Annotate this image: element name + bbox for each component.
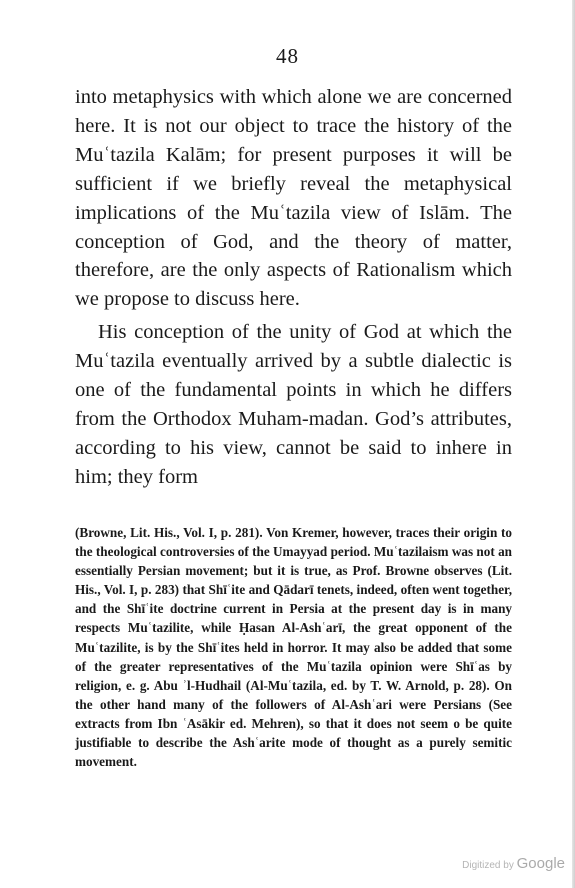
digitized-by-watermark xyxy=(462,855,565,872)
paragraph-1: into metaphysics with which alone we are concerned here. It is not our object to trace the history of the Muʿtazila Kalām; for present purposes it will be sufficient if we briefly reveal the metaphysical implications of the Muʿtazila view of Islām. The conception of God, and the theory of matter, therefore, are the only aspects of Rationalism which we propose to discuss here. xyxy=(75,86,512,311)
footnote: (Browne, Lit. His., Vol. I, p. 281). Von Kremer, however, traces their origin to the theological controversies of the Umayyad period. Muʿtazilaism was not an essentially Persian movement; but it is true, as Prof. Browne observes (Lit. His., Vol. I, p. 283) that Shīʿite and Qādarī tenets, indeed, often went together, and the Shīʿite doctrine current in Persia at the present day is in many respects Muʿtazilite, while Ḥasan Al-Ashʿarī, the great opponent of the Muʿtazilite, is by the Shīʿites held in horror. It may also be added that some of the greater representatives of the Muʿtazila opinion were Shīʿas by religion, e. g. Abu ʾl-Hudhail (Al-Muʿtazila, ed. by T. W. Arnold, p. 28). On the other hand many of the followers of Al-Ashʿari were Persians (See extracts from Ibn ʿAsākir ed. Mehren), so that it does not seem o be quite justifiable to describe the Ashʿarite mode of thought as a purely semitic movement. xyxy=(75,525,512,770)
main-text xyxy=(75,83,512,492)
google-logo: Google xyxy=(516,855,565,872)
paragraph-2: His conception of the unity of God at which the Muʿtazila eventually arrived by a subtle dialectic is one of the fundamental points in which he differs from the Orthodox Muham-madan. God’s attributes, according to his view, cannot be said to inhere in him; they form xyxy=(75,321,512,488)
watermark-prefix: Digitized by xyxy=(462,860,514,871)
page-number: 48 xyxy=(276,44,299,68)
